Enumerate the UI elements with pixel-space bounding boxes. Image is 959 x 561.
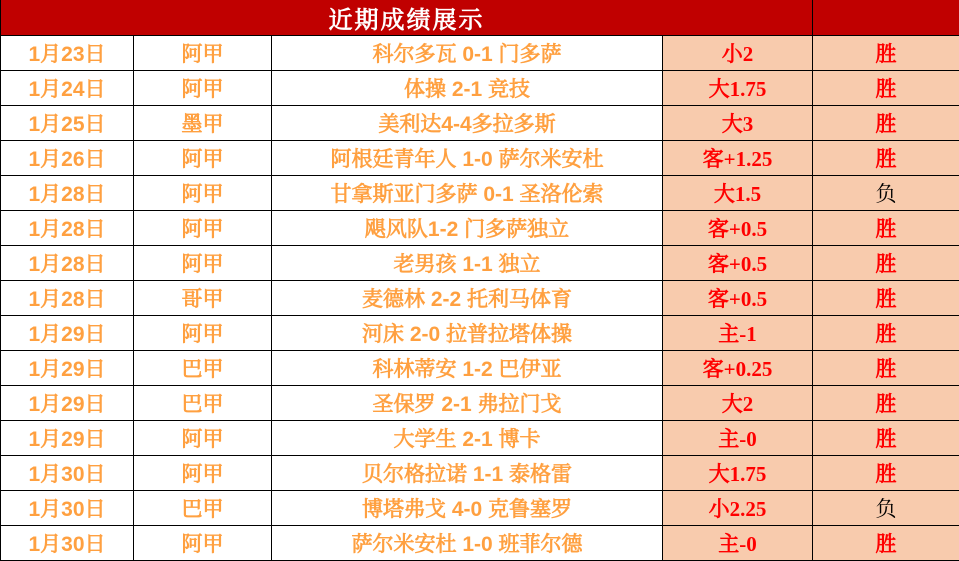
pick-cell: 主-0 [663, 421, 813, 456]
league-cell: 阿甲 [134, 71, 272, 106]
table-title: 近期成绩展示 [1, 0, 813, 36]
result-cell: 胜 [813, 36, 959, 71]
results-body [1, 36, 959, 561]
table-row [1, 351, 959, 386]
result-cell: 胜 [813, 351, 959, 386]
result-cell: 胜 [813, 71, 959, 106]
date-cell: 1月30日 [1, 491, 134, 526]
table-row [1, 36, 959, 71]
date-cell: 1月28日 [1, 246, 134, 281]
pick-cell: 客+1.25 [663, 141, 813, 176]
league-cell: 阿甲 [134, 526, 272, 561]
pick-cell: 主-0 [663, 526, 813, 561]
table-row [1, 456, 959, 491]
league-cell: 阿甲 [134, 246, 272, 281]
table-row [1, 176, 959, 211]
date-cell: 1月29日 [1, 351, 134, 386]
date-cell: 1月29日 [1, 316, 134, 351]
date-cell: 1月29日 [1, 386, 134, 421]
league-cell: 阿甲 [134, 211, 272, 246]
match-cell: 麦德林 2-2 托利马体育 [272, 281, 663, 316]
date-cell: 1月26日 [1, 141, 134, 176]
league-cell: 阿甲 [134, 36, 272, 71]
league-cell: 阿甲 [134, 421, 272, 456]
table-row [1, 526, 959, 561]
date-cell: 1月30日 [1, 526, 134, 561]
match-cell: 科林蒂安 1-2 巴伊亚 [272, 351, 663, 386]
pick-cell: 客+0.25 [663, 351, 813, 386]
match-cell: 体操 2-1 竞技 [272, 71, 663, 106]
league-cell: 墨甲 [134, 106, 272, 141]
league-cell: 哥甲 [134, 281, 272, 316]
date-cell: 1月28日 [1, 211, 134, 246]
table-row [1, 71, 959, 106]
match-cell: 甘拿斯亚门多萨 0-1 圣洛伦索 [272, 176, 663, 211]
date-cell: 1月28日 [1, 176, 134, 211]
league-cell: 阿甲 [134, 456, 272, 491]
date-cell: 1月29日 [1, 421, 134, 456]
match-cell: 老男孩 1-1 独立 [272, 246, 663, 281]
league-cell: 巴甲 [134, 351, 272, 386]
table-header-result-cell [813, 0, 959, 36]
league-cell: 阿甲 [134, 316, 272, 351]
match-cell: 河床 2-0 拉普拉塔体操 [272, 316, 663, 351]
table-row [1, 246, 959, 281]
date-cell: 1月28日 [1, 281, 134, 316]
result-cell: 负 [813, 176, 959, 211]
league-cell: 巴甲 [134, 491, 272, 526]
table-row [1, 421, 959, 456]
league-cell: 巴甲 [134, 386, 272, 421]
table-header-row [1, 0, 959, 36]
pick-cell: 小2.25 [663, 491, 813, 526]
pick-cell: 大1.5 [663, 176, 813, 211]
date-cell: 1月30日 [1, 456, 134, 491]
league-cell: 阿甲 [134, 176, 272, 211]
pick-cell: 客+0.5 [663, 281, 813, 316]
date-cell: 1月24日 [1, 71, 134, 106]
pick-cell: 大1.75 [663, 71, 813, 106]
pick-cell: 大3 [663, 106, 813, 141]
match-cell: 博塔弗戈 4-0 克鲁塞罗 [272, 491, 663, 526]
table-row [1, 316, 959, 351]
result-cell: 胜 [813, 316, 959, 351]
table-row [1, 211, 959, 246]
pick-cell: 客+0.5 [663, 246, 813, 281]
result-cell: 胜 [813, 386, 959, 421]
result-cell: 胜 [813, 456, 959, 491]
result-cell: 胜 [813, 106, 959, 141]
table-row [1, 281, 959, 316]
result-cell: 胜 [813, 526, 959, 561]
match-cell: 大学生 2-1 博卡 [272, 421, 663, 456]
result-cell: 胜 [813, 421, 959, 456]
result-cell: 胜 [813, 211, 959, 246]
table-row [1, 106, 959, 141]
pick-cell: 小2 [663, 36, 813, 71]
pick-cell: 大2 [663, 386, 813, 421]
league-cell: 阿甲 [134, 141, 272, 176]
match-cell: 阿根廷青年人 1-0 萨尔米安杜 [272, 141, 663, 176]
table-row [1, 386, 959, 421]
date-cell: 1月23日 [1, 36, 134, 71]
result-cell: 胜 [813, 246, 959, 281]
result-cell: 负 [813, 491, 959, 526]
match-cell: 科尔多瓦 0-1 门多萨 [272, 36, 663, 71]
pick-cell: 大1.75 [663, 456, 813, 491]
match-cell: 飓风队1-2 门多萨独立 [272, 211, 663, 246]
result-cell: 胜 [813, 141, 959, 176]
match-cell: 圣保罗 2-1 弗拉门戈 [272, 386, 663, 421]
table-row [1, 141, 959, 176]
match-cell: 美利达4-4多拉多斯 [272, 106, 663, 141]
match-cell: 贝尔格拉诺 1-1 泰格雷 [272, 456, 663, 491]
pick-cell: 客+0.5 [663, 211, 813, 246]
table-row [1, 491, 959, 526]
pick-cell: 主-1 [663, 316, 813, 351]
result-cell: 胜 [813, 281, 959, 316]
date-cell: 1月25日 [1, 106, 134, 141]
match-cell: 萨尔米安杜 1-0 班菲尔德 [272, 526, 663, 561]
